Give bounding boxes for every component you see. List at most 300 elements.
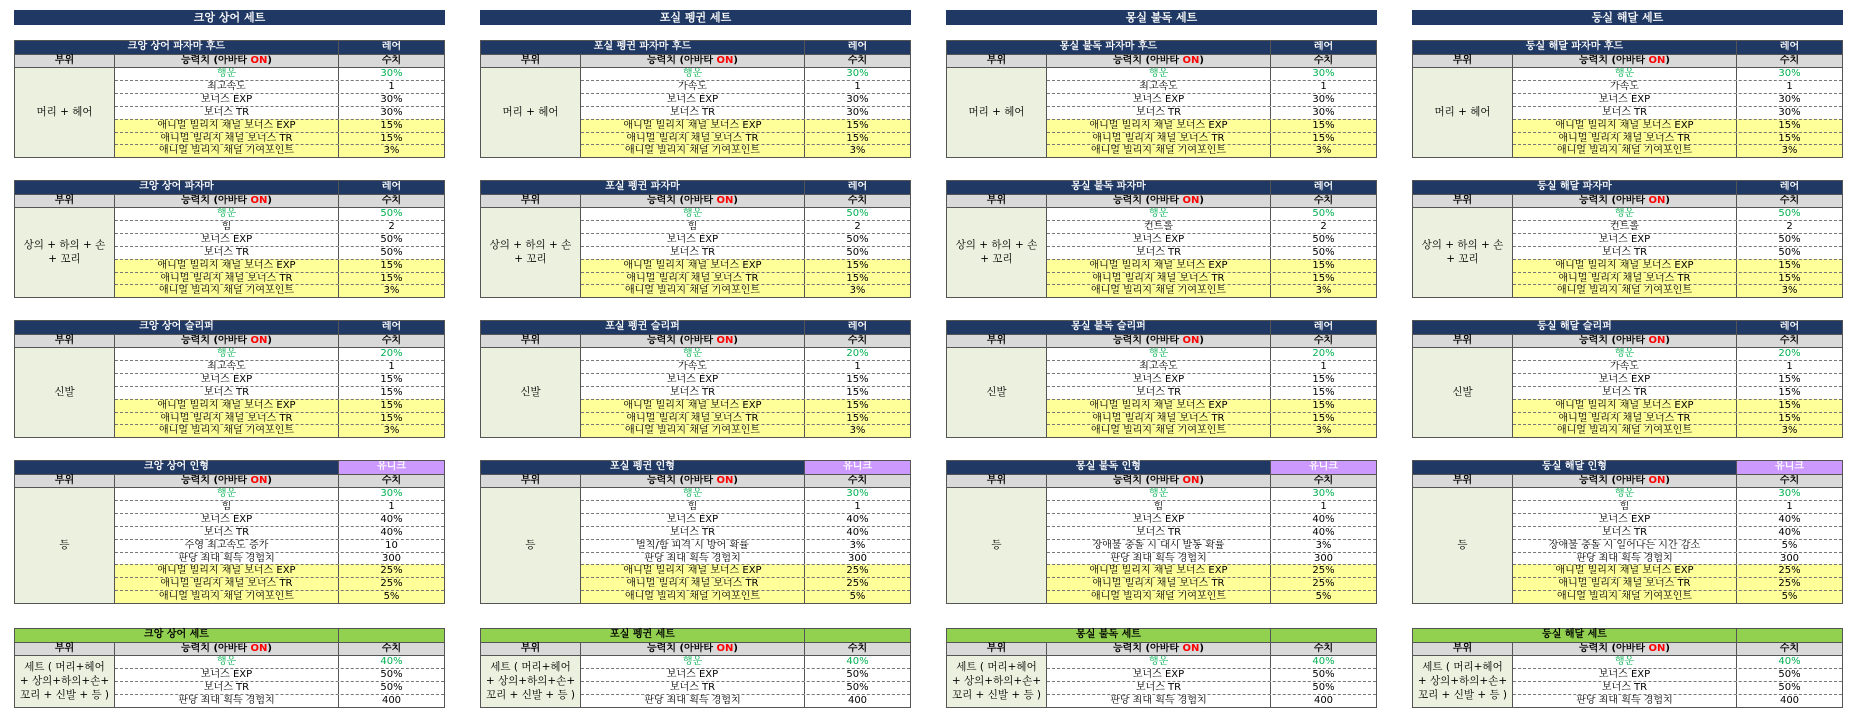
table-row xyxy=(115,220,444,233)
stat-name: 벌칙/함 피격 시 방어 확률 xyxy=(581,540,805,552)
table-row xyxy=(1047,681,1376,694)
table-row xyxy=(1513,233,1842,246)
stat-name: 행운 xyxy=(115,656,339,669)
table-row xyxy=(1047,119,1376,132)
table-row xyxy=(581,564,910,577)
table-body xyxy=(15,347,444,438)
stat-value: 15% xyxy=(1312,259,1335,271)
table-row xyxy=(1513,694,1842,707)
stat-value: 5% xyxy=(383,590,400,602)
on-label: ON xyxy=(1182,642,1200,654)
table-row xyxy=(1047,424,1376,437)
ability-header: 능력치 (아바타 ON) xyxy=(1047,475,1271,487)
stat-value: 5% xyxy=(849,590,866,602)
stat-name: 행운 xyxy=(581,68,805,81)
ability-header: 능력치 (아바타 ON) xyxy=(1047,195,1271,207)
stat-value: 50% xyxy=(1778,682,1801,694)
stat-value: 50% xyxy=(1312,682,1335,694)
stat-name: 행운 xyxy=(1047,656,1271,669)
stat-value: 30% xyxy=(380,94,403,106)
stat-value: 3% xyxy=(849,285,866,297)
table-row xyxy=(581,80,910,93)
stat-name: 보너스 TR xyxy=(1513,682,1737,694)
stat-value: 30% xyxy=(846,67,869,79)
ability-header: 능력치 (아바타 ON) xyxy=(1513,475,1737,487)
table-row xyxy=(1047,259,1376,272)
stat-value: 2 xyxy=(388,221,395,233)
stat-rows xyxy=(1513,656,1842,707)
stat-value: 40% xyxy=(846,514,869,526)
table-row xyxy=(581,513,910,526)
stat-value: 1 xyxy=(854,361,861,373)
part-cell: 세트 ( 머리+헤어 + 상의+하의+손+ 꼬리 + 신발 + 등 ) xyxy=(481,656,581,707)
item-header xyxy=(1413,181,1842,194)
grade-badge xyxy=(339,629,444,642)
stat-name: 판당 최대 획득 경험치 xyxy=(115,553,339,565)
stat-name: 보너스 TR xyxy=(1047,387,1271,399)
stat-name: 힘 xyxy=(581,221,805,233)
stat-name: 행운 xyxy=(1047,208,1271,221)
column-header xyxy=(481,642,910,655)
item-header xyxy=(15,181,444,194)
table-row xyxy=(581,246,910,259)
set-title: 포실 펭귄 세트 xyxy=(480,10,911,25)
stat-value: 40% xyxy=(1778,514,1801,526)
stat-name: 보너스 TR xyxy=(1513,107,1737,119)
stat-value: 1 xyxy=(854,501,861,513)
stat-rows xyxy=(1513,348,1842,438)
stat-value: 3% xyxy=(1781,285,1798,297)
item-table xyxy=(946,628,1377,708)
stat-value: 25% xyxy=(380,565,403,577)
stat-value: 20% xyxy=(1312,347,1335,359)
stat-name: 애니멀 빌리지 채널 보너스 TR xyxy=(1047,413,1271,425)
stat-name: 가속도 xyxy=(1513,361,1737,373)
item-header xyxy=(481,181,910,194)
part-header: 부위 xyxy=(481,643,581,655)
part-header: 부위 xyxy=(481,195,581,207)
grade-badge: 레어 xyxy=(1271,181,1376,194)
table-body xyxy=(481,207,910,298)
stat-value: 2 xyxy=(1320,221,1327,233)
stat-value: 15% xyxy=(846,386,869,398)
stat-name: 애니멀 빌리지 채널 기여포인트 xyxy=(1047,591,1271,603)
part-header: 부위 xyxy=(1413,55,1513,67)
stat-value: 3% xyxy=(1315,285,1332,297)
stat-name: 애니멀 빌리지 채널 기여포인트 xyxy=(1513,591,1737,603)
on-label: ON xyxy=(1648,54,1666,66)
table-body xyxy=(1413,347,1842,438)
item-header xyxy=(947,461,1376,474)
table-row xyxy=(115,513,444,526)
grade-badge: 유니크 xyxy=(339,461,444,474)
table-row xyxy=(1513,539,1842,552)
table-row xyxy=(1047,284,1376,297)
column-header xyxy=(481,334,910,347)
stat-value: 40% xyxy=(1312,526,1335,538)
table-row xyxy=(115,590,444,603)
stat-value: 20% xyxy=(1778,347,1801,359)
table-row xyxy=(115,412,444,425)
part-header: 부위 xyxy=(15,195,115,207)
table-row xyxy=(1047,68,1376,81)
stat-value: 15% xyxy=(380,374,403,386)
table-row xyxy=(115,488,444,501)
item-table xyxy=(946,180,1377,298)
stat-name: 행운 xyxy=(1513,656,1737,669)
table-body xyxy=(15,655,444,707)
value-header: 수치 xyxy=(1779,334,1800,346)
stat-name: 보너스 TR xyxy=(115,682,339,694)
stat-value: 3% xyxy=(849,425,866,437)
stat-name: 장애물 충돌 시 대시 발동 확률 xyxy=(1047,540,1271,552)
stat-value: 30% xyxy=(1778,67,1801,79)
table-body xyxy=(15,487,444,603)
item-table xyxy=(14,40,445,158)
table-row xyxy=(1047,208,1376,221)
stat-value: 5% xyxy=(1781,539,1798,551)
stat-value: 300 xyxy=(847,552,868,564)
stat-name: 애니멀 빌리지 채널 보너스 EXP xyxy=(115,565,339,577)
table-row xyxy=(1513,552,1842,565)
stat-value: 40% xyxy=(846,526,869,538)
item-name: 몽실 불독 슬리퍼 xyxy=(947,321,1271,334)
ability-header: 능력치 (아바타 ON) xyxy=(1047,55,1271,67)
stat-name: 보너스 TR xyxy=(581,387,805,399)
stat-rows xyxy=(115,656,444,707)
table-row xyxy=(581,284,910,297)
stat-name: 애니멀 빌리지 채널 보너스 TR xyxy=(1513,133,1737,145)
stat-name: 행운 xyxy=(1513,68,1737,81)
ability-header: 능력치 (아바타 ON) xyxy=(581,335,805,347)
stat-name: 판당 최대 획득 경험치 xyxy=(1513,695,1737,707)
item-header xyxy=(15,321,444,334)
stat-name: 애니멀 빌리지 채널 보너스 EXP xyxy=(1513,565,1737,577)
table-row xyxy=(115,656,444,669)
stat-value: 1 xyxy=(388,501,395,513)
table-row xyxy=(1513,590,1842,603)
stat-value: 1 xyxy=(388,361,395,373)
table-row xyxy=(1047,399,1376,412)
table-row xyxy=(1513,399,1842,412)
stat-name: 보너스 TR xyxy=(581,247,805,259)
stat-value: 50% xyxy=(380,669,403,681)
stat-value: 1 xyxy=(1786,361,1793,373)
table-row xyxy=(1047,93,1376,106)
stat-name: 애니멀 빌리지 채널 보너스 TR xyxy=(1513,413,1737,425)
table-row xyxy=(115,106,444,119)
stat-name: 보너스 TR xyxy=(115,247,339,259)
table-row xyxy=(1047,386,1376,399)
table-row xyxy=(1047,144,1376,157)
stat-value: 15% xyxy=(846,412,869,424)
table-row xyxy=(581,119,910,132)
stat-rows xyxy=(1047,68,1376,158)
stat-rows xyxy=(115,208,444,298)
stat-value: 15% xyxy=(1778,119,1801,131)
stat-name: 보너스 EXP xyxy=(115,374,339,386)
stat-name: 보너스 EXP xyxy=(115,514,339,526)
stat-value: 50% xyxy=(380,682,403,694)
table-row xyxy=(1513,348,1842,361)
item-header xyxy=(1413,41,1842,54)
stat-value: 1 xyxy=(1786,501,1793,513)
stat-value: 40% xyxy=(1312,655,1335,667)
stat-value: 15% xyxy=(1312,119,1335,131)
stat-name: 판당 최대 획득 경험치 xyxy=(1047,553,1271,565)
table-row xyxy=(1047,132,1376,145)
item-table xyxy=(946,320,1377,438)
column-header xyxy=(481,474,910,487)
table-body xyxy=(947,207,1376,298)
table-row xyxy=(1513,386,1842,399)
stat-name: 애니멀 빌리지 채널 보너스 EXP xyxy=(1047,260,1271,272)
stat-name: 판당 최대 획득 경험치 xyxy=(581,553,805,565)
stat-value: 3% xyxy=(383,285,400,297)
table-row xyxy=(115,233,444,246)
on-label: ON xyxy=(716,642,734,654)
stat-rows xyxy=(581,68,910,158)
column-header xyxy=(15,334,444,347)
item-name: 크앙 상어 슬리퍼 xyxy=(15,321,339,334)
stat-value: 30% xyxy=(846,94,869,106)
stat-name: 애니멀 빌리지 채널 보너스 EXP xyxy=(581,565,805,577)
table-row xyxy=(115,93,444,106)
table-row xyxy=(1513,681,1842,694)
part-header: 부위 xyxy=(1413,195,1513,207)
table-row xyxy=(115,360,444,373)
stat-name: 보너스 TR xyxy=(1047,682,1271,694)
table-row xyxy=(115,694,444,707)
on-label: ON xyxy=(250,642,268,654)
stat-name: 판당 최대 획득 경험치 xyxy=(1513,553,1737,565)
table-row xyxy=(1513,272,1842,285)
stat-name: 애니멀 빌리지 채널 보너스 EXP xyxy=(1047,400,1271,412)
part-cell: 등 xyxy=(481,488,581,603)
part-header: 부위 xyxy=(1413,335,1513,347)
table-row xyxy=(1513,373,1842,386)
table-row xyxy=(1513,668,1842,681)
table-row xyxy=(581,488,910,501)
grade-badge: 레어 xyxy=(1737,321,1842,334)
stat-name: 애니멀 빌리지 채널 보너스 EXP xyxy=(581,260,805,272)
table-row xyxy=(581,694,910,707)
table-row xyxy=(1047,412,1376,425)
stat-name: 행운 xyxy=(115,68,339,81)
stat-name: 판당 최대 획득 경험치 xyxy=(115,695,339,707)
grade-badge: 레어 xyxy=(1737,41,1842,54)
on-label: ON xyxy=(1182,54,1200,66)
stat-value: 50% xyxy=(380,246,403,258)
table-row xyxy=(115,119,444,132)
table-body xyxy=(1413,655,1842,707)
table-row xyxy=(1047,668,1376,681)
table-row xyxy=(1047,500,1376,513)
stat-name: 애니멀 빌리지 채널 기여포인트 xyxy=(1047,425,1271,437)
stat-value: 15% xyxy=(380,132,403,144)
table-row xyxy=(581,348,910,361)
item-header xyxy=(15,461,444,474)
stat-name: 행운 xyxy=(1513,208,1737,221)
stat-value: 40% xyxy=(1778,655,1801,667)
set-column xyxy=(1412,10,1843,710)
grade-badge: 레어 xyxy=(339,321,444,334)
on-label: ON xyxy=(716,334,734,346)
stat-value: 5% xyxy=(1315,590,1332,602)
table-row xyxy=(1513,360,1842,373)
table-row xyxy=(1047,577,1376,590)
value-header: 수치 xyxy=(1313,642,1334,654)
table-row xyxy=(115,386,444,399)
part-cell: 세트 ( 머리+헤어 + 상의+하의+손+ 꼬리 + 신발 + 등 ) xyxy=(1413,656,1513,707)
stat-name: 보너스 TR xyxy=(1513,247,1737,259)
part-cell: 신발 xyxy=(481,348,581,438)
table-row xyxy=(1047,513,1376,526)
stat-value: 50% xyxy=(380,234,403,246)
stat-name: 애니멀 빌리지 채널 보너스 EXP xyxy=(1513,120,1737,132)
grade-badge xyxy=(1737,629,1842,642)
stat-value: 15% xyxy=(1778,132,1801,144)
item-table xyxy=(946,40,1377,158)
table-row xyxy=(1513,68,1842,81)
stat-rows xyxy=(1047,348,1376,438)
on-label: ON xyxy=(250,474,268,486)
stat-name: 애니멀 빌리지 채널 보너스 EXP xyxy=(1047,565,1271,577)
part-cell: 상의 + 하의 + 손 + 꼬리 xyxy=(1413,208,1513,298)
stat-value: 15% xyxy=(380,259,403,271)
table-row xyxy=(1513,208,1842,221)
table-body xyxy=(481,655,910,707)
value-header: 수치 xyxy=(1779,54,1800,66)
item-name: 몽실 불독 파자마 후드 xyxy=(947,41,1271,54)
stat-name: 애니멀 빌리지 채널 보너스 TR xyxy=(1513,578,1737,590)
stat-name: 보너스 EXP xyxy=(1047,94,1271,106)
stat-name: 컨트롤 xyxy=(1047,221,1271,233)
table-row xyxy=(581,399,910,412)
table-row xyxy=(581,412,910,425)
stat-value: 3% xyxy=(849,539,866,551)
stat-name: 애니멀 빌리지 채널 기여포인트 xyxy=(581,285,805,297)
table-row xyxy=(1047,488,1376,501)
item-table xyxy=(1412,180,1843,298)
stat-name: 보너스 EXP xyxy=(1047,669,1271,681)
stat-name: 보너스 EXP xyxy=(115,669,339,681)
table-row xyxy=(581,590,910,603)
stat-name: 행운 xyxy=(115,348,339,361)
value-header: 수치 xyxy=(1313,474,1334,486)
stat-name: 행운 xyxy=(581,656,805,669)
stat-name: 보너스 TR xyxy=(1513,387,1737,399)
stat-value: 15% xyxy=(380,399,403,411)
table-row xyxy=(115,552,444,565)
stat-value: 25% xyxy=(1312,578,1335,590)
stat-name: 보너스 TR xyxy=(1047,247,1271,259)
table-row xyxy=(1513,412,1842,425)
item-name: 몽실 불독 세트 xyxy=(947,629,1271,642)
part-header: 부위 xyxy=(15,475,115,487)
table-row xyxy=(115,272,444,285)
on-label: ON xyxy=(250,194,268,206)
item-table xyxy=(1412,40,1843,158)
table-row xyxy=(1513,106,1842,119)
stat-value: 1 xyxy=(388,81,395,93)
table-row xyxy=(581,272,910,285)
stat-name: 보너스 TR xyxy=(115,107,339,119)
value-header: 수치 xyxy=(847,642,868,654)
stat-value: 400 xyxy=(1779,694,1800,706)
table-row xyxy=(581,360,910,373)
ability-header: 능력치 (아바타 ON) xyxy=(581,475,805,487)
table-row xyxy=(581,106,910,119)
on-label: ON xyxy=(1182,474,1200,486)
stat-name: 행운 xyxy=(1047,348,1271,361)
stat-name: 애니멀 빌리지 채널 보너스 TR xyxy=(1047,273,1271,285)
grade-badge xyxy=(805,629,910,642)
table-row xyxy=(1047,233,1376,246)
table-row xyxy=(115,681,444,694)
stat-rows xyxy=(1047,488,1376,603)
part-header: 부위 xyxy=(481,55,581,67)
grade-badge: 유니크 xyxy=(805,461,910,474)
stat-value: 3% xyxy=(1781,425,1798,437)
table-row xyxy=(1513,488,1842,501)
table-row xyxy=(1513,284,1842,297)
table-row xyxy=(581,144,910,157)
stat-value: 50% xyxy=(1778,246,1801,258)
part-cell: 머리 + 헤어 xyxy=(481,68,581,158)
stat-value: 3% xyxy=(1315,145,1332,157)
table-row xyxy=(1513,526,1842,539)
stat-rows xyxy=(1513,68,1842,158)
stat-name: 판당 최대 획득 경험치 xyxy=(1047,695,1271,707)
item-table xyxy=(14,628,445,708)
table-row xyxy=(581,539,910,552)
grade-badge: 레어 xyxy=(339,181,444,194)
part-cell: 세트 ( 머리+헤어 + 상의+하의+손+ 꼬리 + 신발 + 등 ) xyxy=(15,656,115,707)
stat-value: 15% xyxy=(1312,386,1335,398)
stat-rows xyxy=(1513,488,1842,603)
stat-value: 3% xyxy=(849,145,866,157)
table-row xyxy=(115,539,444,552)
value-header: 수치 xyxy=(1779,194,1800,206)
part-cell: 신발 xyxy=(15,348,115,438)
stat-name: 보너스 EXP xyxy=(1513,514,1737,526)
stat-name: 보너스 TR xyxy=(581,527,805,539)
stat-value: 15% xyxy=(1778,386,1801,398)
stat-name: 보너스 EXP xyxy=(581,514,805,526)
stat-name: 보너스 EXP xyxy=(1513,374,1737,386)
stat-value: 30% xyxy=(380,487,403,499)
stat-rows xyxy=(1047,656,1376,707)
column-header xyxy=(1413,334,1842,347)
item-header xyxy=(15,629,444,642)
stat-name: 가속도 xyxy=(1513,81,1737,93)
column-header xyxy=(481,54,910,67)
table-row xyxy=(115,500,444,513)
table-body xyxy=(1413,67,1842,158)
table-row xyxy=(1047,694,1376,707)
stat-name: 힘 xyxy=(115,221,339,233)
stat-name: 보너스 EXP xyxy=(1047,514,1271,526)
table-row xyxy=(1047,272,1376,285)
item-name: 포실 펭귄 슬리퍼 xyxy=(481,321,805,334)
stat-name: 애니멀 빌리지 채널 기여포인트 xyxy=(1513,425,1737,437)
table-row xyxy=(1047,526,1376,539)
stat-value: 15% xyxy=(380,412,403,424)
ability-header: 능력치 (아바타 ON) xyxy=(581,643,805,655)
part-header: 부위 xyxy=(947,475,1047,487)
part-cell: 등 xyxy=(1413,488,1513,603)
